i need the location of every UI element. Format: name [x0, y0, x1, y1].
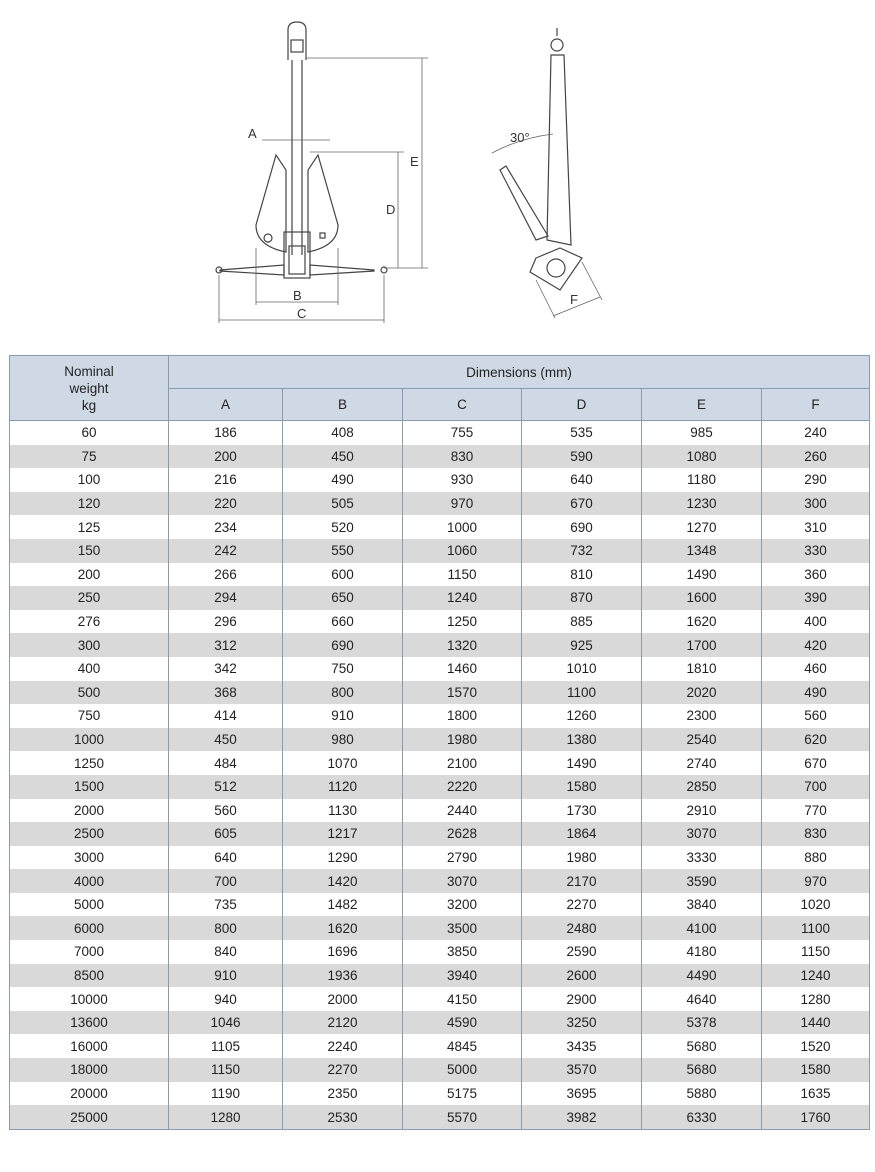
cell-dimension: 620	[762, 728, 870, 752]
cell-dimension: 360	[762, 563, 870, 587]
cell-dimension: 186	[169, 421, 283, 445]
table-row	[10, 1011, 870, 1035]
table-row	[10, 657, 870, 681]
cell-dimension: 800	[283, 681, 403, 705]
cell-dimension: 1700	[642, 633, 762, 657]
cell-dimension: 1180	[642, 468, 762, 492]
cell-dimension: 1020	[762, 893, 870, 917]
cell-dimension: 590	[522, 445, 642, 469]
header-dimensions: Dimensions (mm)	[169, 356, 870, 389]
cell-dimension: 2240	[283, 1034, 403, 1058]
cell-nominal-weight: 150	[10, 539, 169, 563]
cell-dimension: 700	[169, 869, 283, 893]
cell-dimension: 6330	[642, 1105, 762, 1129]
cell-dimension: 3590	[642, 869, 762, 893]
table-row	[10, 1082, 870, 1106]
anchor-dimension-drawing	[0, 0, 875, 340]
cell-dimension: 985	[642, 421, 762, 445]
table-row	[10, 681, 870, 705]
cell-dimension: 1010	[522, 657, 642, 681]
cell-dimension: 2530	[283, 1105, 403, 1129]
cell-nominal-weight: 20000	[10, 1082, 169, 1106]
cell-dimension: 220	[169, 492, 283, 516]
cell-dimension: 4490	[642, 964, 762, 988]
dim-label-f: F	[570, 292, 578, 307]
cell-dimension: 1864	[522, 822, 642, 846]
cell-dimension: 1420	[283, 869, 403, 893]
cell-dimension: 605	[169, 822, 283, 846]
cell-dimension: 1730	[522, 799, 642, 823]
cell-nominal-weight: 13600	[10, 1011, 169, 1035]
table-row	[10, 1034, 870, 1058]
cell-dimension: 3330	[642, 846, 762, 870]
cell-dimension: 1290	[283, 846, 403, 870]
cell-nominal-weight: 6000	[10, 916, 169, 940]
cell-dimension: 1150	[403, 563, 522, 587]
cell-dimension: 368	[169, 681, 283, 705]
cell-dimension: 2628	[403, 822, 522, 846]
header-nominal-line1: Nominal	[64, 363, 114, 379]
cell-dimension: 640	[522, 468, 642, 492]
cell-dimension: 296	[169, 610, 283, 634]
cell-dimension: 1980	[522, 846, 642, 870]
cell-dimension: 3435	[522, 1034, 642, 1058]
cell-nominal-weight: 25000	[10, 1105, 169, 1129]
cell-dimension: 240	[762, 421, 870, 445]
cell-dimension: 5175	[403, 1082, 522, 1106]
cell-dimension: 1980	[403, 728, 522, 752]
cell-nominal-weight: 200	[10, 563, 169, 587]
cell-dimension: 1280	[762, 987, 870, 1011]
cell-dimension: 1620	[642, 610, 762, 634]
table-row	[10, 775, 870, 799]
cell-dimension: 1270	[642, 515, 762, 539]
cell-dimension: 5680	[642, 1058, 762, 1082]
dim-label-c: C	[297, 306, 307, 321]
cell-dimension: 885	[522, 610, 642, 634]
cell-dimension: 390	[762, 586, 870, 610]
cell-dimension: 1490	[642, 563, 762, 587]
table-header	[10, 356, 870, 421]
cell-dimension: 1580	[762, 1058, 870, 1082]
cell-dimension: 1482	[283, 893, 403, 917]
cell-dimension: 1240	[762, 964, 870, 988]
cell-dimension: 266	[169, 563, 283, 587]
cell-nominal-weight: 16000	[10, 1034, 169, 1058]
cell-dimension: 1936	[283, 964, 403, 988]
cell-dimension: 512	[169, 775, 283, 799]
cell-dimension: 970	[403, 492, 522, 516]
cell-dimension: 2270	[522, 893, 642, 917]
cell-nominal-weight: 500	[10, 681, 169, 705]
table-row	[10, 539, 870, 563]
cell-dimension: 2590	[522, 940, 642, 964]
cell-dimension: 2480	[522, 916, 642, 940]
cell-dimension: 1240	[403, 586, 522, 610]
table-row	[10, 563, 870, 587]
cell-dimension: 300	[762, 492, 870, 516]
cell-dimension: 3070	[403, 869, 522, 893]
cell-dimension: 2300	[642, 704, 762, 728]
header-nominal-line3: kg	[81, 397, 97, 413]
cell-nominal-weight: 75	[10, 445, 169, 469]
cell-nominal-weight: 3000	[10, 846, 169, 870]
cell-nominal-weight: 120	[10, 492, 169, 516]
cell-dimension: 2900	[522, 987, 642, 1011]
cell-nominal-weight: 7000	[10, 940, 169, 964]
cell-dimension: 770	[762, 799, 870, 823]
cell-dimension: 1800	[403, 704, 522, 728]
front-view	[216, 22, 387, 278]
cell-nominal-weight: 100	[10, 468, 169, 492]
cell-dimension: 505	[283, 492, 403, 516]
cell-dimension: 2170	[522, 869, 642, 893]
cell-dimension: 910	[169, 964, 283, 988]
cell-nominal-weight: 1250	[10, 751, 169, 775]
cell-dimension: 2120	[283, 1011, 403, 1035]
cell-dimension: 1440	[762, 1011, 870, 1035]
table-row	[10, 704, 870, 728]
header-col-d: D	[522, 389, 642, 421]
cell-nominal-weight: 750	[10, 704, 169, 728]
cell-dimension: 216	[169, 468, 283, 492]
cell-dimension: 755	[403, 421, 522, 445]
cell-dimension: 3840	[642, 893, 762, 917]
cell-dimension: 650	[283, 586, 403, 610]
cell-nominal-weight: 250	[10, 586, 169, 610]
cell-dimension: 2790	[403, 846, 522, 870]
cell-dimension: 830	[762, 822, 870, 846]
cell-nominal-weight: 8500	[10, 964, 169, 988]
table-row	[10, 916, 870, 940]
cell-dimension: 1230	[642, 492, 762, 516]
cell-dimension: 2000	[283, 987, 403, 1011]
cell-dimension: 5570	[403, 1105, 522, 1129]
cell-dimension: 1490	[522, 751, 642, 775]
cell-dimension: 2910	[642, 799, 762, 823]
cell-dimension: 400	[762, 610, 870, 634]
cell-dimension: 1348	[642, 539, 762, 563]
cell-dimension: 1100	[522, 681, 642, 705]
table-row	[10, 633, 870, 657]
cell-nominal-weight: 5000	[10, 893, 169, 917]
cell-dimension: 670	[522, 492, 642, 516]
table-row	[10, 492, 870, 516]
header-col-c: C	[403, 389, 522, 421]
cell-dimension: 1130	[283, 799, 403, 823]
cell-dimension: 4590	[403, 1011, 522, 1035]
cell-dimension: 2270	[283, 1058, 403, 1082]
cell-dimension: 1520	[762, 1034, 870, 1058]
cell-dimension: 1380	[522, 728, 642, 752]
cell-dimension: 2220	[403, 775, 522, 799]
header-col-b: B	[283, 389, 403, 421]
cell-dimension: 5000	[403, 1058, 522, 1082]
cell-dimension: 970	[762, 869, 870, 893]
cell-dimension: 560	[762, 704, 870, 728]
cell-dimension: 3570	[522, 1058, 642, 1082]
cell-dimension: 1570	[403, 681, 522, 705]
table-row	[10, 893, 870, 917]
cell-nominal-weight: 300	[10, 633, 169, 657]
header-nominal-line2: weight	[69, 380, 109, 396]
cell-dimension: 2020	[642, 681, 762, 705]
cell-dimension: 490	[283, 468, 403, 492]
cell-dimension: 1105	[169, 1034, 283, 1058]
cell-dimension: 830	[403, 445, 522, 469]
table-row	[10, 822, 870, 846]
cell-dimension: 4180	[642, 940, 762, 964]
table-row	[10, 1058, 870, 1082]
cell-dimension: 450	[169, 728, 283, 752]
cell-dimension: 3940	[403, 964, 522, 988]
dim-label-e: E	[410, 154, 419, 169]
cell-dimension: 1320	[403, 633, 522, 657]
cell-dimension: 1080	[642, 445, 762, 469]
dim-label-b: B	[293, 288, 302, 303]
cell-dimension: 420	[762, 633, 870, 657]
table-row	[10, 799, 870, 823]
header-col-f: F	[762, 389, 870, 421]
cell-dimension: 3070	[642, 822, 762, 846]
cell-dimension: 1217	[283, 822, 403, 846]
cell-dimension: 490	[762, 681, 870, 705]
cell-dimension: 290	[762, 468, 870, 492]
cell-dimension: 460	[762, 657, 870, 681]
cell-dimension: 4640	[642, 987, 762, 1011]
cell-dimension: 800	[169, 916, 283, 940]
table-row	[10, 468, 870, 492]
cell-dimension: 1190	[169, 1082, 283, 1106]
cell-dimension: 1280	[169, 1105, 283, 1129]
cell-dimension: 1250	[403, 610, 522, 634]
cell-dimension: 3250	[522, 1011, 642, 1035]
table-row	[10, 445, 870, 469]
cell-dimension: 2740	[642, 751, 762, 775]
cell-nominal-weight: 125	[10, 515, 169, 539]
cell-dimension: 732	[522, 539, 642, 563]
cell-dimension: 690	[522, 515, 642, 539]
cell-dimension: 3500	[403, 916, 522, 940]
cell-dimension: 940	[169, 987, 283, 1011]
header-col-a: A	[169, 389, 283, 421]
cell-dimension: 1760	[762, 1105, 870, 1129]
cell-dimension: 1696	[283, 940, 403, 964]
cell-dimension: 234	[169, 515, 283, 539]
front-dimension-lines	[219, 58, 428, 323]
cell-dimension: 670	[762, 751, 870, 775]
cell-dimension: 810	[522, 563, 642, 587]
cell-dimension: 1635	[762, 1082, 870, 1106]
cell-dimension: 560	[169, 799, 283, 823]
cell-dimension: 2600	[522, 964, 642, 988]
cell-dimension: 1046	[169, 1011, 283, 1035]
cell-dimension: 450	[283, 445, 403, 469]
cell-dimension: 535	[522, 421, 642, 445]
cell-dimension: 408	[283, 421, 403, 445]
table-row	[10, 846, 870, 870]
cell-nominal-weight: 2000	[10, 799, 169, 823]
header-col-e: E	[642, 389, 762, 421]
table-row	[10, 610, 870, 634]
cell-dimension: 5680	[642, 1034, 762, 1058]
table-row	[10, 586, 870, 610]
table-row	[10, 987, 870, 1011]
cell-dimension: 690	[283, 633, 403, 657]
table-row	[10, 515, 870, 539]
table-row	[10, 421, 870, 445]
cell-dimension: 1070	[283, 751, 403, 775]
cell-dimension: 870	[522, 586, 642, 610]
cell-dimension: 735	[169, 893, 283, 917]
table-row	[10, 940, 870, 964]
cell-dimension: 1580	[522, 775, 642, 799]
cell-dimension: 3982	[522, 1105, 642, 1129]
cell-dimension: 1120	[283, 775, 403, 799]
cell-dimension: 4100	[642, 916, 762, 940]
cell-dimension: 294	[169, 586, 283, 610]
cell-dimension: 5378	[642, 1011, 762, 1035]
cell-dimension: 520	[283, 515, 403, 539]
cell-nominal-weight: 18000	[10, 1058, 169, 1082]
cell-dimension: 3200	[403, 893, 522, 917]
cell-dimension: 750	[283, 657, 403, 681]
cell-dimension: 310	[762, 515, 870, 539]
cell-dimension: 1620	[283, 916, 403, 940]
cell-dimension: 930	[403, 468, 522, 492]
cell-dimension: 4150	[403, 987, 522, 1011]
cell-dimension: 640	[169, 846, 283, 870]
side-view	[500, 28, 582, 290]
cell-dimension: 200	[169, 445, 283, 469]
cell-dimension: 484	[169, 751, 283, 775]
table-row	[10, 728, 870, 752]
dim-label-angle: 30°	[510, 130, 530, 145]
cell-dimension: 3695	[522, 1082, 642, 1106]
table-body	[10, 421, 870, 1130]
cell-dimension: 910	[283, 704, 403, 728]
anchor-spec-table	[9, 355, 870, 1130]
cell-nominal-weight: 2500	[10, 822, 169, 846]
cell-dimension: 330	[762, 539, 870, 563]
cell-dimension: 600	[283, 563, 403, 587]
cell-nominal-weight: 4000	[10, 869, 169, 893]
cell-dimension: 840	[169, 940, 283, 964]
cell-dimension: 5880	[642, 1082, 762, 1106]
cell-dimension: 414	[169, 704, 283, 728]
cell-nominal-weight: 400	[10, 657, 169, 681]
cell-dimension: 312	[169, 633, 283, 657]
cell-dimension: 2100	[403, 751, 522, 775]
cell-nominal-weight: 60	[10, 421, 169, 445]
cell-dimension: 880	[762, 846, 870, 870]
cell-dimension: 242	[169, 539, 283, 563]
cell-dimension: 1100	[762, 916, 870, 940]
cell-nominal-weight: 276	[10, 610, 169, 634]
cell-dimension: 1600	[642, 586, 762, 610]
cell-dimension: 2850	[642, 775, 762, 799]
cell-dimension: 4845	[403, 1034, 522, 1058]
cell-dimension: 925	[522, 633, 642, 657]
dim-label-d: D	[386, 202, 396, 217]
table-row	[10, 869, 870, 893]
cell-dimension: 1150	[762, 940, 870, 964]
dim-label-a: A	[248, 126, 257, 141]
cell-dimension: 1460	[403, 657, 522, 681]
table-row	[10, 1105, 870, 1129]
cell-dimension: 1260	[522, 704, 642, 728]
cell-dimension: 1060	[403, 539, 522, 563]
cell-dimension: 700	[762, 775, 870, 799]
cell-dimension: 342	[169, 657, 283, 681]
header-nominal-weight	[10, 356, 169, 421]
cell-dimension: 2440	[403, 799, 522, 823]
cell-nominal-weight: 1000	[10, 728, 169, 752]
cell-dimension: 2350	[283, 1082, 403, 1106]
cell-dimension: 1150	[169, 1058, 283, 1082]
cell-dimension: 550	[283, 539, 403, 563]
cell-dimension: 3850	[403, 940, 522, 964]
cell-nominal-weight: 1500	[10, 775, 169, 799]
cell-dimension: 2540	[642, 728, 762, 752]
cell-dimension: 660	[283, 610, 403, 634]
cell-dimension: 980	[283, 728, 403, 752]
cell-dimension: 1000	[403, 515, 522, 539]
cell-nominal-weight: 10000	[10, 987, 169, 1011]
cell-dimension: 260	[762, 445, 870, 469]
cell-dimension: 1810	[642, 657, 762, 681]
table-row	[10, 964, 870, 988]
table-row	[10, 751, 870, 775]
